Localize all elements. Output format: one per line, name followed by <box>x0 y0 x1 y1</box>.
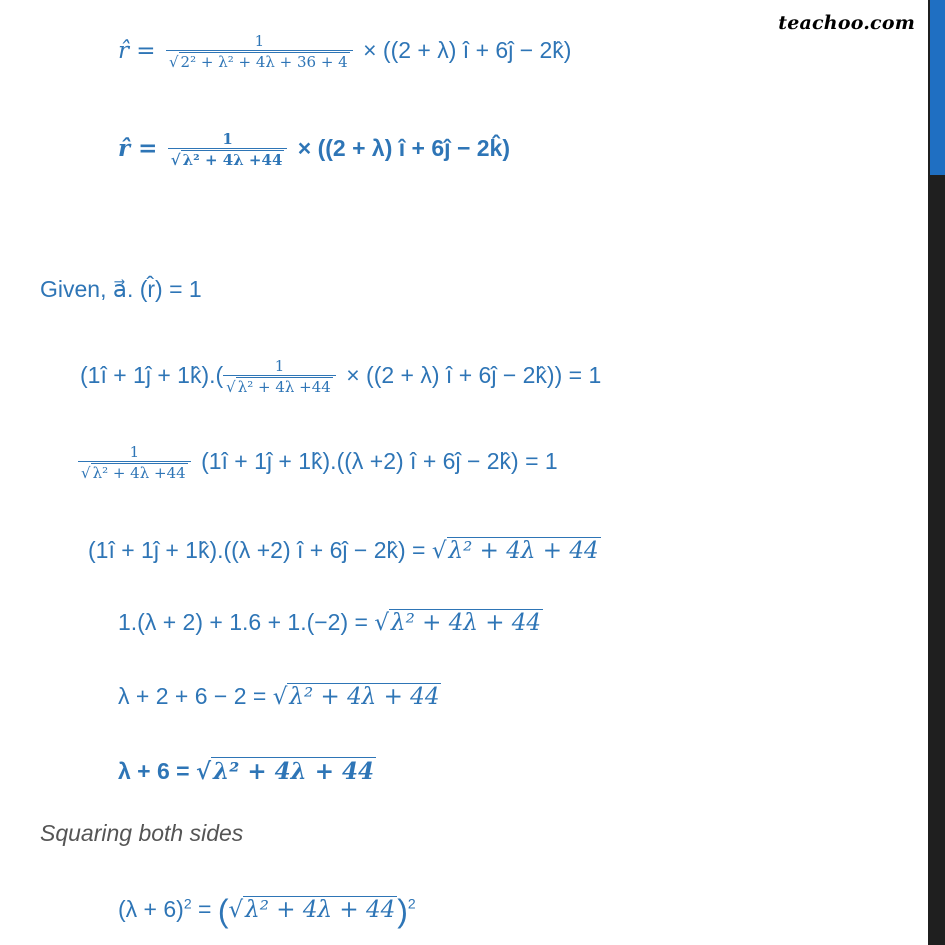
sqrt-expression: √λ² + 4λ + 44 <box>196 758 375 785</box>
radicand: λ² + 4λ + 44 <box>213 758 375 785</box>
equation-rhs: × ((2 + λ) î + 6ĵ − 2k̂) <box>297 135 511 162</box>
brand-logo: teachoo.com <box>778 12 915 34</box>
fraction-denominator: √ λ² + 4λ +44 <box>168 148 288 170</box>
equation-lhs: r̂ = <box>118 38 156 65</box>
radicand: λ² + 4λ +44 <box>92 464 186 482</box>
equation-line-2 <box>118 130 510 170</box>
fraction <box>168 130 288 170</box>
fraction-denominator: √ λ² + 4λ +44 <box>223 375 336 397</box>
step-caption: Squaring both sides <box>40 820 244 846</box>
open-paren-icon: ( <box>217 892 229 929</box>
radicand: λ² + 4λ + 44 <box>391 610 542 636</box>
sqrt-expression: √λ² + 4λ + 44 <box>228 897 396 923</box>
fraction-numerator: 1 <box>254 32 265 50</box>
outer-exponent: 2 <box>407 895 416 912</box>
fraction-denominator: √ 2² + λ² + 4λ + 36 + 4 <box>166 50 353 72</box>
equation-line-9 <box>118 757 376 786</box>
equation-line-10 <box>118 892 416 929</box>
radicand: λ² + 4λ +44 <box>182 151 283 169</box>
equation-lhs: r̂ = <box>118 135 158 163</box>
close-paren-icon: ) <box>397 892 408 929</box>
equation-line-7 <box>118 608 543 637</box>
equation-lhs: λ + 6 = <box>118 758 190 784</box>
radicand: λ² + 4λ + 44 <box>245 897 396 923</box>
equation-lhs: (1î + 1ĵ + 1k̂).( <box>80 362 224 389</box>
equation-rhs: × ((2 + λ) î + 6ĵ − 2k̂) <box>363 37 572 64</box>
radicand: λ² + 4λ + 44 <box>289 684 440 710</box>
scrollbar-thumb[interactable] <box>930 0 945 175</box>
equation-line-6 <box>88 536 601 565</box>
exponent: 2 <box>183 895 192 912</box>
fraction-numerator: 1 <box>129 443 140 461</box>
given-statement: Given, a⃗. (r̂) = 1 <box>40 276 202 302</box>
radicand: λ² + 4λ + 44 <box>448 538 599 564</box>
equation-rhs: × ((2 + λ) î + 6ĵ − 2k̂)) = 1 <box>346 362 602 389</box>
equation-lhs: λ + 2 + 6 − 2 = <box>118 683 267 709</box>
fraction-denominator: √ λ² + 4λ +44 <box>78 461 191 483</box>
fraction <box>166 32 353 72</box>
sqrt-expression: √λ² + 4λ + 44 <box>272 684 440 710</box>
fraction-numerator: 1 <box>274 357 285 375</box>
sqrt-expression: √λ² + 4λ + 44 <box>431 538 599 564</box>
fraction <box>78 443 191 483</box>
equation-line-8 <box>118 682 441 711</box>
equation-lhs: 1.(λ + 2) + 1.6 + 1.(−2) = <box>118 609 368 635</box>
radicand: λ² + 4λ +44 <box>237 378 331 396</box>
fraction-numerator: 1 <box>222 130 233 148</box>
equation-rhs: (1î + 1ĵ + 1k̂).((λ +2) î + 6ĵ − 2k̂) = 1 <box>201 448 558 475</box>
equation-lhs: (λ + 6) <box>118 896 184 922</box>
equals-sign: = <box>191 896 218 922</box>
equation-lhs: (1î + 1ĵ + 1k̂).((λ +2) î + 6ĵ − 2k̂) = <box>88 537 426 563</box>
sqrt-expression: √λ² + 4λ + 44 <box>374 610 542 636</box>
equation-line-1 <box>118 32 571 72</box>
fraction <box>223 357 336 397</box>
radicand: 2² + λ² + 4λ + 36 + 4 <box>180 53 348 71</box>
equation-line-4 <box>80 357 601 397</box>
equation-line-5 <box>78 443 558 483</box>
